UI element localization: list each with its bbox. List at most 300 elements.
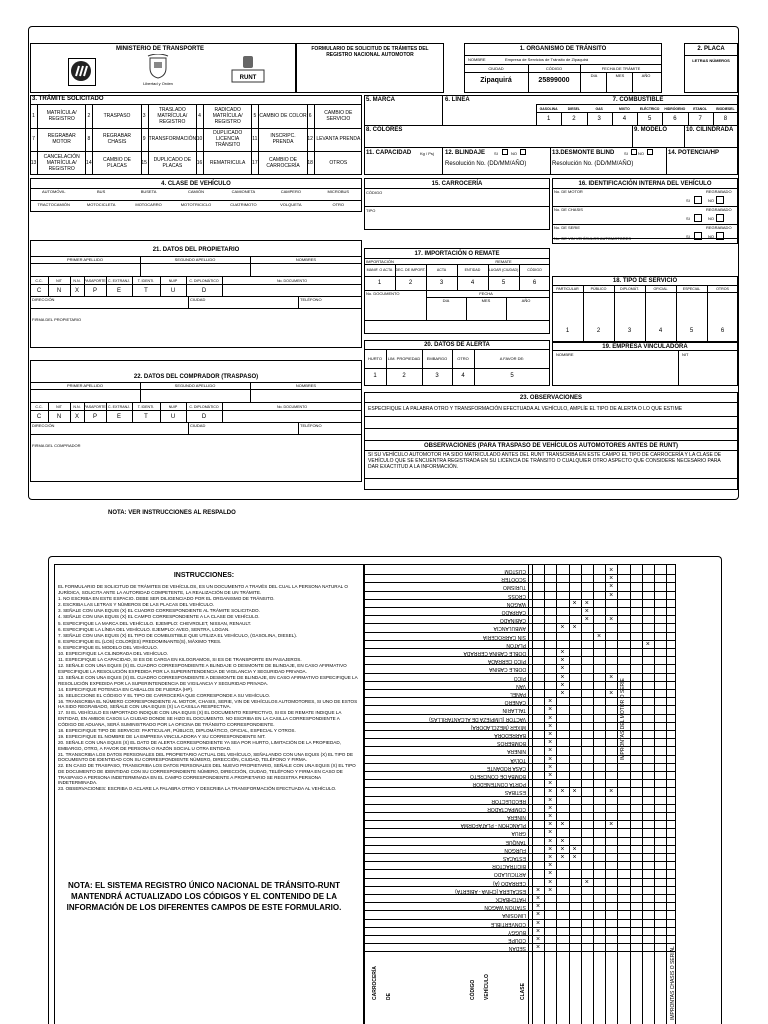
propietario-doc-option[interactable]: X [74,287,79,294]
clase-option[interactable]: CAMPERO [280,189,301,194]
instruction-item: 16. TRANSCRIBA EL NÚMERO CORRESPONDIENTE AL MOTOR, CHASIS, SERIE, VIN DE VEHÍCULOS AUTOMOTORES, SI UNO DE ESTOS HA SIDO REGRABADO, SEÑALE CON UNA EQUIS (X) LA CASILLA RESPECTIVA. [58,698,358,710]
rule-v [561,112,562,125]
desmonte-si: SI [624,151,628,156]
rule-v [186,402,187,422]
rule-v [84,276,85,296]
bodytype-mark[interactable]: × [548,878,553,886]
clase-option[interactable]: OTRO [332,202,345,207]
marca-label: 5. MARCA [366,97,396,103]
bodytype-mark[interactable]: × [584,616,589,624]
tramite-number: 7 [30,128,38,152]
modelo-label: 9. MODELO [634,127,668,133]
bodytype-label: PICO CERRADA [487,658,526,665]
bodytype-mark[interactable]: × [548,698,553,706]
bodytype-mark[interactable]: × [548,780,553,788]
instruction-item: 5. ESPECIFIQUE LA MARCA DEL VEHÍCULO. EJEMPLO: CHEVROLET, NISSAN, RENAULT. [58,620,252,626]
instructions-title: INSTRUCCIONES: [173,571,235,579]
ciudad-value[interactable]: Zipaquirá [480,77,512,84]
runt-label: RUNT [239,74,257,81]
bodytype-mark[interactable]: × [609,673,614,681]
servicio-option[interactable]: 3 [627,327,632,334]
imp-col: ACTA [436,268,447,272]
bodytype-mark[interactable]: × [548,739,553,747]
tramite-option[interactable]: REGRABAR MOTOR [47,133,76,146]
servicio-option[interactable]: 4 [658,327,663,334]
bodytype-mark[interactable]: × [584,599,589,607]
bodytype-mark[interactable]: × [535,936,541,943]
alerta-col: EMBARGO [426,355,448,361]
propietario-doc-type: NUIP [168,279,178,283]
bodytype-mark[interactable]: × [548,829,553,837]
bodytype-bottom-label: CLASE [520,983,526,1000]
bodytype-mark[interactable]: × [548,821,553,829]
rule-h [30,200,362,201]
instruction-item: 19. ESPECIFIQUE EL NOMBRE DE LA EMPRESA VINCULADORA Y SU CORRESPONDIENTE NIT. [58,733,266,739]
bodytype-mark[interactable]: × [548,837,553,845]
instruction-item: 9. ESPECIFIQUE EL MODELO DEL VEHÍCULO. [58,644,158,650]
side-label-bottom: IMPRONTAS CHASIS O SERIAL [670,946,676,1020]
bodytype-mark[interactable]: × [609,788,614,796]
fuel-type: MIXTO [619,107,630,111]
bodytype-mark[interactable]: × [548,854,553,861]
fuel-option[interactable]: 2 [572,115,576,122]
comprador-doc-option[interactable]: T [144,413,148,420]
bodytype-mark[interactable]: × [548,714,553,722]
bodytype-mark[interactable]: × [609,690,614,697]
bodytype-mark[interactable]: × [609,567,614,574]
comprador-nombres: NOMBRES [295,383,317,388]
tramite-option[interactable]: OTROS [329,160,348,167]
bodytype-mark[interactable]: × [560,681,565,689]
rule-v [70,402,71,422]
alerta-col: A FAVOR DE: [499,355,525,361]
clase-option[interactable]: CAMIONETA [231,189,256,194]
bodytype-mark[interactable]: × [535,911,541,919]
fuel-option[interactable]: 6 [673,115,677,122]
rule-v [676,285,677,342]
tramite-number: 5 [251,104,259,128]
propietario-telefono: TELÉFONO [300,297,322,302]
bodytype-label: COMPACTADOR [487,805,526,812]
tramite-number: 17 [251,151,259,175]
bodytype-label: BOMBA DE CONCRETO [469,773,526,780]
comprador-doc-option[interactable]: E [116,413,121,420]
clase-title: 4. CLASE DE VEHÍCULO [161,180,231,187]
comprador-doc-type: N.N. [73,405,81,409]
propietario-doc-type: C. DIPLOMÁTICO [189,279,219,283]
rule-v [298,296,299,308]
bodytype-mark[interactable]: × [548,796,553,804]
fecha-label: FECHA DE TRÁMITE [601,65,641,71]
bodytype-label: CONVERTIBLE [490,920,526,927]
bodytype-label: PLATÓN [506,641,526,648]
alerta-option[interactable]: 1 [373,372,377,379]
propietario-doc-option[interactable]: U [170,287,176,294]
bodytype-mark[interactable]: × [548,772,553,779]
comprador-direccion: DIRECCIÓN [32,423,55,428]
bodytype-mark[interactable]: × [560,673,565,681]
alerta-option[interactable]: 4 [461,372,465,379]
empresa-nombre: NOMBRE [556,352,574,357]
rule-v [707,285,708,342]
comprador-doc-option[interactable]: D [201,413,207,420]
bodytype-mark[interactable]: × [584,608,589,615]
ident-label: No. DE MOTOR [554,189,583,194]
bodytype-mark[interactable]: × [535,944,541,952]
tramite-option[interactable]: CANCELACIÓN MATRÍCULA/ REGISTRO [43,154,80,173]
tramite-option[interactable]: REMATRICULA [209,160,246,167]
tramite-option[interactable]: TRASPASO [103,112,131,119]
instruction-item: 3. SEÑALE CON UNA EQUIS (X) EL CUADRO CORRESPONDIENTE AL TRÁMITE SOLICITADO. [58,608,260,614]
bodytype-mark[interactable]: × [572,854,577,861]
bodytype-mark[interactable]: × [609,821,614,829]
comprador-doc-option[interactable]: C [36,413,42,420]
comprador-doc-option[interactable]: P [92,413,97,420]
ministry-logo-icon [68,58,96,86]
bodytype-mark[interactable]: × [548,731,553,738]
blindaje-resolucion: Resolución No. (DD/MM/AÑO) [445,161,527,167]
observaciones-title: 23. OBSERVACIONES [519,394,583,401]
ident-si-checkbox[interactable] [694,196,702,204]
bodytype-mark[interactable]: × [609,616,614,624]
bodytype-mark[interactable]: × [548,706,553,714]
rule-h [30,410,362,411]
propietario-doc-option[interactable]: P [92,287,97,294]
ministry-title: MINISTERIO DE TRANSPORTE [115,45,204,52]
tramite-option[interactable]: CAMBIO DE CARROCERÍA [266,157,300,170]
instruction-item: 8. ESPECIFIQUE EL (LOS) COLOR(ES) PREDOMINANTE(S), MÁXIMO TRES. [58,638,222,644]
tramite-option[interactable]: TRASLADO MATRÍCULA/ REGISTRO [157,106,188,125]
fuel-option[interactable]: 1 [546,115,551,122]
rule-v [250,256,251,276]
bodytype-label: BARREDORA [494,732,526,739]
bodytype-label: ESCALERA (CHIVA - ABIERTA) [455,887,526,894]
blindaje-si-checkbox[interactable] [502,149,508,155]
clase-option[interactable]: AUTOMÓVIL [41,189,66,194]
bodytype-label: DOBLE CABINA [489,666,526,673]
tramite-number: 3 [141,104,149,128]
tramite-option[interactable]: DUPLICADO DE PLACAS [153,157,192,170]
clase-option[interactable]: BUSETA [140,189,157,194]
bodytype-mark[interactable]: × [560,690,565,697]
bodytype-mark[interactable]: × [560,788,565,796]
tramite-option[interactable]: TRANSFORMACIÓN [148,136,197,143]
bodytype-label: CROSS [508,592,526,599]
bodytype-mark[interactable]: × [548,722,553,730]
rule-v [662,112,663,125]
fuel-type: ETANOL [693,107,707,111]
alerta-option[interactable]: 5 [510,372,514,379]
rule-h [30,434,362,435]
rule-v [645,285,646,342]
bodytype-mark[interactable]: × [560,837,565,845]
propietario-doc-type: C.C. [35,279,43,283]
bodytype-mark[interactable]: × [560,845,565,853]
rule-h [364,368,550,369]
bodytype-mark[interactable]: × [535,903,541,911]
rule-v [298,422,299,434]
bodytype-bottom-label: DE [386,993,392,1000]
tramite-option[interactable]: INSCRIPC. PRENDA [270,133,296,146]
rule-v [132,402,133,422]
bodytype-label: ARTICULADO [493,871,526,878]
alerta-option[interactable]: 3 [435,372,439,379]
rule-h [552,292,738,293]
clase-option[interactable]: CAMIÓN [187,189,204,194]
imp-col: MANIF. O ACTA [366,268,393,272]
org-nombre: Empresa de Servicios de Tránsito de Zipaquirá [505,57,589,62]
bodytype-mark[interactable]: × [645,640,650,648]
rule-v [713,112,714,125]
bodytype-label: NINERA [507,748,526,755]
servicio-option[interactable]: 5 [689,327,694,334]
empresa-title: 19. EMPRESA VINCULADORA [602,343,688,350]
tramite-option[interactable]: LEVANTA PRENDA [316,136,361,143]
bodytype-mark[interactable]: × [609,575,614,583]
tramite-option[interactable]: REGRABAR CHASIS [102,133,132,146]
rule-h [30,402,362,403]
clase-option[interactable]: MICROBUS [327,189,350,194]
bodytype-mark[interactable]: × [535,895,541,902]
bodytype-mark[interactable]: × [548,755,553,763]
coat-of-arms-icon [146,54,170,80]
bodytype-label: CANERO [504,699,526,706]
comprador-telefono: TELÉFONO [300,423,322,428]
servicio-option[interactable]: 2 [596,327,601,334]
comprador-doc-type: T. IDENTI. [137,405,155,409]
bodytype-mark[interactable]: × [560,624,565,632]
instruction-item: 11. ESPECIFIQUE LA CAPACIDAD, SI ES DE CARGA EN KILOGRAMOS, SI ES DE TRANSPORTE EN PASAJEROS. [58,657,302,663]
instruction-item: 10. ESPECIFIQUE LA CILINDRADA DEL VEHÍCULO. [58,651,169,657]
bodytype-label: LIMOSINA [502,912,526,919]
bodytype-label: STATION WAGON [484,904,526,911]
bodytype-mark[interactable]: × [560,821,565,829]
comprador-doc-type: NUIP [168,405,178,409]
rule-v [556,564,557,1024]
blindaje-si: SI [494,151,498,156]
clase-option[interactable]: VOLQUETA [280,202,302,207]
fecha-mes: MES [615,73,625,78]
fuel-option[interactable]: 4 [622,115,627,122]
combustible-label: 7. COMBUSTIBLE [612,96,664,103]
bodytype-mark[interactable]: × [572,788,577,796]
tramite-number: 10 [196,128,204,152]
clase-option[interactable]: TRACTOCAMIÓN [37,202,70,207]
bodytype-label: FURGÓN [504,846,526,853]
fuel-type: ELÉCTRICO [639,107,660,111]
rule-v [106,402,107,422]
rule-v [106,276,107,296]
rule-v [70,276,71,296]
rule-v [140,382,141,402]
carroceria-tipo: TIPO [366,208,376,213]
servicio-option[interactable]: 1 [565,327,570,334]
bodytype-mark[interactable]: × [548,813,553,820]
comprador-doc-option[interactable]: U [170,413,176,420]
bodytype-label: CABINADO [499,617,526,624]
bodytype-mark[interactable]: × [548,788,553,796]
bodytype-label: ESTACAS [503,855,526,862]
bodytype-label: CARPADO [501,609,526,616]
rule-v [654,564,655,1024]
fuel-type: DIESEL [567,107,580,111]
instruction-item: 20. SEÑALE CON UNA EQUIS (X) EL DATO DE ALERTA CORRESPONDIENTE YA SEA POR HURTO, LIMITACIÓN DE LA PROPIEDAD, EMBARGO, OTRO, A FAVOR DE PERSONA O RAZÓN SOCIAL U OTRA ENTIDAD. [58,739,341,751]
rule-v [426,290,427,320]
propietario-doc-option[interactable]: E [116,287,121,294]
desmonte-no-checkbox[interactable] [647,149,653,155]
placa-sub: LETRAS NÚMEROS [692,57,730,63]
imp-option[interactable]: 2 [408,279,413,286]
comprador-doc-option[interactable]: X [74,413,79,420]
liberty-label: Libertad y Orden [143,81,173,86]
instruction-item: 7. SEÑALE CON UNA EQUIS (X) EL TIPO DE COMBUSTIBLE QUE UTILIZA EL VEHÍCULO, (GASOLINA, DIESEL). [58,632,298,638]
tramite-option[interactable]: RADICADO MATRÍCULA/ REGISTRO [212,106,243,125]
blindaje-no-checkbox[interactable] [520,149,526,155]
bodytype-label: TALLARÍN [502,707,526,714]
comprador-doc-type: C. DIPLOMÁTICO [189,405,219,409]
clase-option[interactable]: MOTOTRICICLO [180,202,212,207]
ident-no: NO [708,216,714,221]
propietario-doc-type: T. IDENTI. [137,279,155,283]
tramite-option[interactable]: CAMBIO DE PLACAS [102,157,132,170]
bodytype-label: PORTA CONTENEDOR [472,781,526,788]
instruction-item: 2. ESCRIBA LAS LETRAS Y NÚMEROS DE LAS PLACAS DEL VEHÍCULO. [58,602,215,608]
clase-option[interactable]: BUS [97,189,106,194]
empresa-nit: NIT [682,352,689,357]
rule-v [605,564,606,1024]
bodytype-mark[interactable]: × [609,583,614,591]
bodytype-mark[interactable]: × [548,763,553,771]
tramite-option[interactable]: CAMBIO DE COLOR [259,112,307,119]
imp-option[interactable]: 5 [501,279,506,286]
clase-option[interactable]: MOTOCICLETA [86,202,116,207]
comprador-ciudad: CIUDAD [190,423,206,428]
fecha-ano: AÑO [641,73,651,78]
rule-v [188,296,189,308]
bodytype-label: SCOOTER [501,576,526,583]
ident-no-checkbox[interactable] [716,214,724,222]
bodytype-label: WAGON [506,600,526,607]
fuel-option[interactable]: 5 [647,115,652,122]
rule-v [593,564,594,1024]
rule-v [532,564,533,1024]
bodytype-mark[interactable]: × [548,747,553,755]
rule-h [536,112,738,113]
bodytype-mark[interactable]: × [535,886,541,894]
rule-v [132,276,133,296]
bodytype-mark[interactable]: × [584,878,589,886]
ident-si-checkbox[interactable] [694,214,702,222]
rule-v [222,402,223,422]
instruction-item: 4. SEÑALE CON UNA EQUIS (X) EL CAMPO CORRESPONDIENTE A LA CLASE DE VEHÍCULO. [58,614,260,620]
bodytype-mark[interactable]: × [560,854,565,861]
codigo-value[interactable]: 25899000 [538,77,570,84]
bodytype-bottom-label: VEHÍCULO [484,974,490,1000]
rule-v [426,264,427,290]
imp-option[interactable]: 6 [532,279,537,286]
desmonte-si-checkbox[interactable] [631,149,637,155]
rule-v [84,402,85,422]
servicio-option[interactable]: 6 [720,327,725,334]
bodytype-mark[interactable]: × [560,657,565,665]
rule-v [519,264,520,290]
regrabado-label: REGRABADO [706,225,732,230]
bodytype-label: BUGGY [507,928,526,935]
tramite-number: 16 [196,151,204,175]
bodytype-mark[interactable]: × [548,845,553,853]
bodytype-mark[interactable]: × [596,632,602,640]
imp-option[interactable]: 4 [470,279,475,286]
tramite-option[interactable]: DUPLICADO LICENCIA TRÁNSITO [213,130,243,149]
bodytype-mark[interactable]: × [572,624,577,632]
imp-fecha: FECHA [479,291,493,296]
ident-no-checkbox[interactable] [716,196,724,204]
rule-v [48,276,49,296]
fuel-option[interactable]: 7 [698,115,702,122]
tramite-number: 15 [141,151,149,175]
rule-v [160,402,161,422]
bodytype-mark[interactable]: × [572,845,577,853]
rule-v [581,564,582,1024]
bodytype-label: PLANCHÓN - PLATAFORMA [460,822,526,829]
clase-option[interactable]: CUATRIMOTO [230,202,257,207]
imp-option[interactable]: 1 [377,279,382,286]
bodytype-mark[interactable]: × [609,591,614,599]
alerta-option[interactable]: 2 [402,372,406,379]
rule-v [250,382,251,402]
carroceria-codigo: CÓDIGO [366,190,383,195]
propietario-doc-option[interactable]: N [56,287,62,294]
tramite-title: 3. TRÁMITE SOLICITADO [32,96,104,102]
bodytype-mark[interactable]: × [560,649,565,656]
imp-option[interactable]: 3 [439,279,444,286]
bodytype-mark[interactable]: × [535,927,541,935]
clase-option[interactable]: MOTOCARRO [135,202,162,207]
servicio-title: 18. TIPO DE SERVICIO [612,277,678,284]
bodytype-mark[interactable]: × [572,599,577,607]
capacidad-units: Kg / Psj [420,151,434,156]
rule-v [222,276,223,296]
observaciones-traspaso-title: OBSERVACIONES (PARA TRASPASO DE VEHÍCULOS AUTOMOTORES ANTES DE RUNT) [423,442,679,449]
propietario-doc-option[interactable]: C [36,287,42,294]
fuel-option[interactable]: 3 [597,115,601,122]
instruction-item: 13. SEÑALE CON UNA EQUIS (X) EL CUADRO CORRESPONDIENTE A DESMONTE DE BLINDAJE, EN CASO AFIRMATIVO ESPECIFIQUE LA RESOLUCIÓN EXPEDIDA POR LA SUPERINTENDENCIA DE VIGILANCIA Y SEGURIDAD PRIVADA. [58,674,358,686]
tramite-option[interactable]: MATRÍCULA/ REGISTRO [46,109,77,122]
comprador-doc-type: C.C. [35,405,43,409]
rule-v [160,276,161,296]
bodytype-mark[interactable]: × [548,804,553,812]
bodytype-label: AMBULANCIA [493,625,526,632]
fecha-dia: DIA [590,73,598,78]
tramite-option[interactable]: CAMBIO DE SERVICIO [324,109,353,122]
rule-h [364,320,550,321]
rule-h [364,276,550,277]
propietario-primer: PRIMER APELLIDO [66,257,103,262]
bodytype-mark[interactable]: × [535,919,541,927]
propietario-doc-option[interactable]: D [201,287,207,294]
imp-importacion: IMPORTACIÓN [366,259,394,264]
bodytype-mark[interactable]: × [548,886,553,894]
fuel-option[interactable]: 8 [723,115,728,122]
bodytype-mark[interactable]: × [560,665,565,673]
propietario-doc-option[interactable]: T [144,287,148,294]
tramite-number: 13 [30,151,38,175]
comprador-doc-option[interactable]: N [56,413,62,420]
tramite-number: 11 [251,128,259,152]
bodytype-mark[interactable]: × [548,870,553,878]
bodytype-mark[interactable]: × [548,862,553,870]
ident-no: NO [708,234,714,239]
